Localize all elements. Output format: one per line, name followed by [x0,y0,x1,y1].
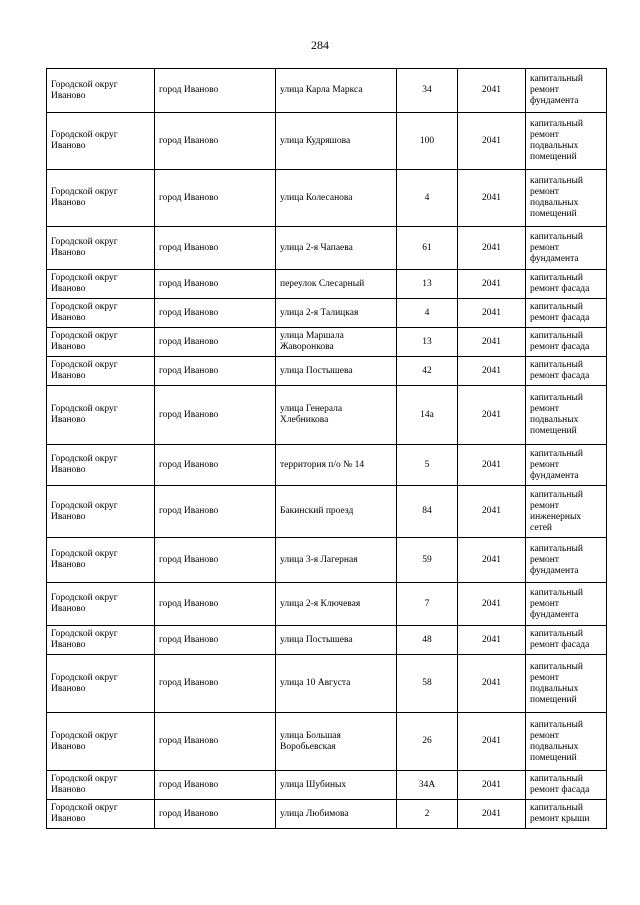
house-cell: 13 [397,270,458,299]
city-cell: город Иваново [155,655,276,713]
house-cell: 42 [397,357,458,386]
work-type-cell: капитальный ремонт фундамента [526,538,607,583]
district-cell: Городской округ Иваново [47,299,155,328]
district-cell: Городской округ Иваново [47,713,155,771]
house-cell: 13 [397,328,458,357]
table-row [47,113,607,170]
house-cell: 4 [397,170,458,227]
table-row [47,270,607,299]
street-cell: улица Шубиных [276,771,397,800]
page-number: 284 [311,38,329,52]
street-cell: улица Маршала Жаворонкова [276,328,397,357]
district-cell: Городской округ Иваново [47,69,155,113]
street-cell: улица 2-я Чапаева [276,227,397,270]
district-cell: Городской округ Иваново [47,445,155,486]
house-cell: 100 [397,113,458,170]
table-row [47,357,607,386]
district-cell: Городской округ Иваново [47,386,155,445]
year-cell: 2041 [458,69,526,113]
district-cell: Городской округ Иваново [47,328,155,357]
work-type-cell: капитальный ремонт фундамента [526,583,607,626]
table-row [47,486,607,538]
year-cell: 2041 [458,113,526,170]
street-cell: улица Карла Маркса [276,69,397,113]
table-row [47,583,607,626]
year-cell: 2041 [458,713,526,771]
year-cell: 2041 [458,270,526,299]
house-cell: 5 [397,445,458,486]
year-cell: 2041 [458,538,526,583]
work-type-cell: капитальный ремонт подвальных помещений [526,170,607,227]
street-cell: территория п/о № 14 [276,445,397,486]
table-row [47,227,607,270]
district-cell: Городской округ Иваново [47,626,155,655]
year-cell: 2041 [458,771,526,800]
table-row [47,655,607,713]
city-cell: город Иваново [155,328,276,357]
house-cell: 4 [397,299,458,328]
house-cell: 7 [397,583,458,626]
city-cell: город Иваново [155,299,276,328]
table-row [47,170,607,227]
work-type-cell: капитальный ремонт фасада [526,771,607,800]
year-cell: 2041 [458,800,526,829]
year-cell: 2041 [458,299,526,328]
work-type-cell: капитальный ремонт фундамента [526,69,607,113]
year-cell: 2041 [458,386,526,445]
district-cell: Городской округ Иваново [47,800,155,829]
city-cell: город Иваново [155,626,276,655]
house-cell: 26 [397,713,458,771]
district-cell: Городской округ Иваново [47,227,155,270]
street-cell: улица Генерала Хлебникова [276,386,397,445]
city-cell: город Иваново [155,69,276,113]
city-cell: город Иваново [155,713,276,771]
table-row [47,800,607,829]
city-cell: город Иваново [155,445,276,486]
city-cell: город Иваново [155,486,276,538]
district-cell: Городской округ Иваново [47,655,155,713]
street-cell: улица 2-я Талицкая [276,299,397,328]
work-type-cell: капитальный ремонт подвальных помещений [526,713,607,771]
table-row [47,386,607,445]
city-cell: город Иваново [155,800,276,829]
city-cell: город Иваново [155,386,276,445]
city-cell: город Иваново [155,113,276,170]
street-cell: улица Большая Воробьевская [276,713,397,771]
city-cell: город Иваново [155,270,276,299]
year-cell: 2041 [458,655,526,713]
district-cell: Городской округ Иваново [47,170,155,227]
year-cell: 2041 [458,227,526,270]
street-cell: улица 10 Августа [276,655,397,713]
work-type-cell: капитальный ремонт фасада [526,270,607,299]
house-cell: 2 [397,800,458,829]
district-cell: Городской округ Иваново [47,486,155,538]
city-cell: город Иваново [155,771,276,800]
city-cell: город Иваново [155,538,276,583]
work-type-cell: капитальный ремонт фасада [526,299,607,328]
year-cell: 2041 [458,626,526,655]
house-cell: 59 [397,538,458,583]
work-type-cell: капитальный ремонт фундамента [526,227,607,270]
year-cell: 2041 [458,170,526,227]
work-type-cell: капитальный ремонт инженерных сетей [526,486,607,538]
city-cell: город Иваново [155,583,276,626]
table-row [47,328,607,357]
district-cell: Городской округ Иваново [47,113,155,170]
street-cell: улица Постышева [276,357,397,386]
table-row [47,538,607,583]
work-type-cell: капитальный ремонт крыши [526,800,607,829]
work-type-cell: капитальный ремонт фасада [526,357,607,386]
street-cell: улица 2-я Ключевая [276,583,397,626]
house-cell: 61 [397,227,458,270]
city-cell: город Иваново [155,357,276,386]
year-cell: 2041 [458,445,526,486]
table-row [47,445,607,486]
work-type-cell: капитальный ремонт фундамента [526,445,607,486]
street-cell: улица Кудряшова [276,113,397,170]
repair-registry-table [46,68,607,829]
district-cell: Городской округ Иваново [47,583,155,626]
city-cell: город Иваново [155,227,276,270]
table-row [47,626,607,655]
house-cell: 34А [397,771,458,800]
street-cell: улица Колесанова [276,170,397,227]
street-cell: Бакинский проезд [276,486,397,538]
city-cell: город Иваново [155,170,276,227]
street-cell: улица Постышева [276,626,397,655]
table-row [47,69,607,113]
street-cell: улица 3-я Лагерная [276,538,397,583]
table-row [47,771,607,800]
district-cell: Городской округ Иваново [47,538,155,583]
street-cell: переулок Слесарный [276,270,397,299]
house-cell: 14а [397,386,458,445]
house-cell: 84 [397,486,458,538]
work-type-cell: капитальный ремонт подвальных помещений [526,655,607,713]
table-row [47,299,607,328]
house-cell: 34 [397,69,458,113]
district-cell: Городской округ Иваново [47,357,155,386]
year-cell: 2041 [458,486,526,538]
year-cell: 2041 [458,328,526,357]
work-type-cell: капитальный ремонт подвальных помещений [526,386,607,445]
house-cell: 58 [397,655,458,713]
district-cell: Городской округ Иваново [47,771,155,800]
work-type-cell: капитальный ремонт фасада [526,626,607,655]
street-cell: улица Любимова [276,800,397,829]
work-type-cell: капитальный ремонт подвальных помещений [526,113,607,170]
year-cell: 2041 [458,357,526,386]
work-type-cell: капитальный ремонт фасада [526,328,607,357]
table-row [47,713,607,771]
year-cell: 2041 [458,583,526,626]
house-cell: 48 [397,626,458,655]
district-cell: Городской округ Иваново [47,270,155,299]
